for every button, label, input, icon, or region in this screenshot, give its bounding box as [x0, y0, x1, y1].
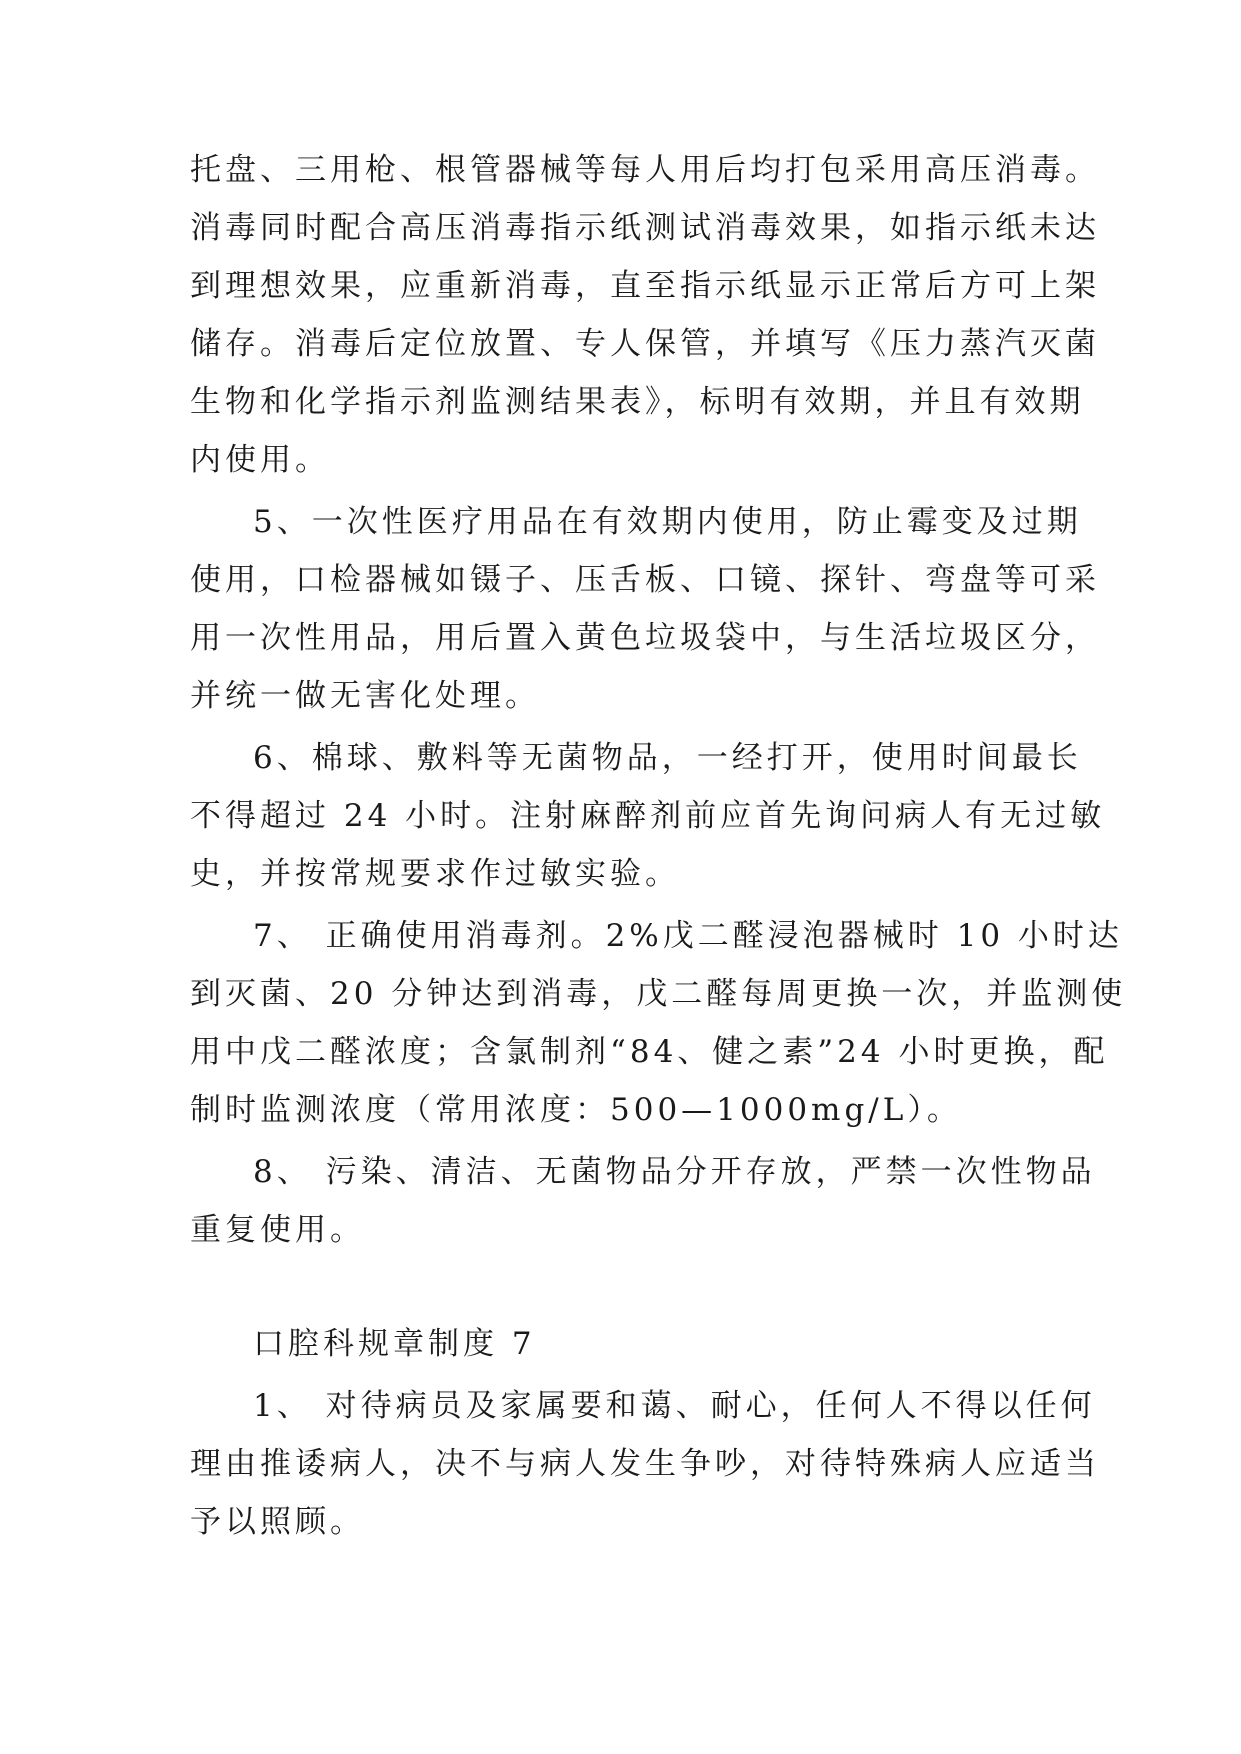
paragraph-7-start: 7、 正确使用消毒剂。2%戊二醛浸泡器械时 10 小时达 [253, 918, 1123, 954]
paragraph-5-start: 5、一次性医疗用品在有效期内使用，防止霉变及过期 [253, 504, 1082, 540]
text-line: 托盘、三用枪、根管器械等每人用后均打包采用高压消毒。 [190, 152, 1100, 188]
section-heading: 口腔科规章制度 7 [253, 1326, 536, 1362]
paragraph-8-start: 8、 污染、清洁、无菌物品分开存放，严禁一次性物品 [253, 1154, 1096, 1190]
text-line: 重复使用。 [190, 1212, 365, 1248]
text-line: 并统一做无害化处理。 [190, 678, 540, 714]
text-line: 消毒同时配合高压消毒指示纸测试消毒效果，如指示纸未达 [190, 210, 1100, 246]
text-line: 理由推诿病人，决不与病人发生争吵，对待特殊病人应适当 [190, 1446, 1100, 1482]
text-line: 不得超过 24 小时。注射麻醉剂前应首先询问病人有无过敏 [190, 798, 1106, 834]
text-line: 予以照顾。 [190, 1504, 365, 1540]
text-line: 用中戊二醛浓度；含氯制剂“84、健之素”24 小时更换，配 [190, 1034, 1109, 1070]
text-line: 生物和化学指示剂监测结果表》，标明有效期，并且有效期 [190, 384, 1085, 420]
text-line: 用一次性用品，用后置入黄色垃圾袋中，与生活垃圾区分， [190, 620, 1100, 656]
text-line: 储存。消毒后定位放置、专人保管，并填写《压力蒸汽灭菌 [190, 326, 1100, 362]
text-line: 内使用。 [190, 442, 330, 478]
text-line: 制时监测浓度（常用浓度：500—1000mg/L）。 [190, 1092, 962, 1128]
paragraph-6-start: 6、棉球、敷料等无菌物品，一经打开，使用时间最长 [253, 740, 1082, 776]
paragraph-1-start: 1、 对待病员及家属要和蔼、耐心，任何人不得以任何 [253, 1388, 1096, 1424]
text-line: 史，并按常规要求作过敏实验。 [190, 856, 680, 892]
text-line: 到灭菌、20 分钟达到消毒，戊二醛每周更换一次，并监测使 [190, 976, 1127, 1012]
text-line: 使用，口检器械如镊子、压舌板、口镜、探针、弯盘等可采 [190, 562, 1100, 598]
text-line: 到理想效果，应重新消毒，直至指示纸显示正常后方可上架 [190, 268, 1100, 304]
